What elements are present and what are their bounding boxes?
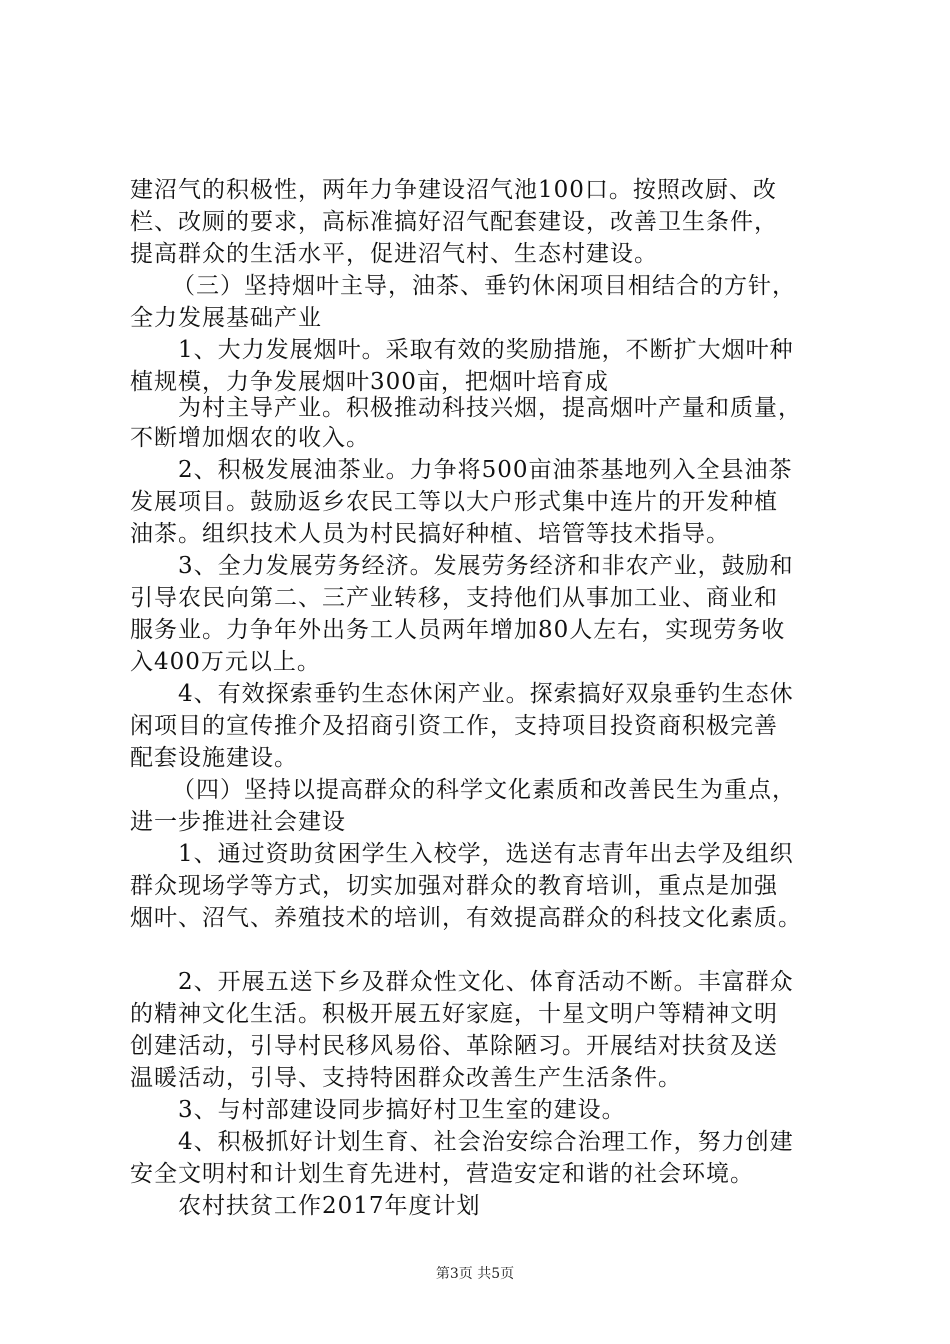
section-heading-4: （四）坚持以提高群众的科学文化素质和改善民生为重点， [172, 777, 796, 803]
section-heading-3: （三）坚持烟叶主导，油茶、垂钓休闲项目相结合的方针， [172, 273, 796, 299]
text-line: 群众现场学等方式，切实加强对群众的教育培训，重点是加强 [130, 873, 778, 899]
document-title-line: 农村扶贫工作2017年度计划 [178, 1193, 481, 1219]
text-line: 3、与村部建设同步搞好村卫生室的建设。 [178, 1097, 626, 1123]
text-line: 4、有效探索垂钓生态休闲产业。探索搞好双泉垂钓生态休 [178, 681, 794, 707]
text-line: 1、大力发展烟叶。采取有效的奖励措施，不断扩大烟叶种 [178, 337, 794, 363]
text-line: 3、全力发展劳务经济。发展劳务经济和非农产业，鼓励和 [178, 553, 794, 579]
text-line: 建沼气的积极性，两年力争建设沼气池100口。按照改厨、改 [130, 177, 777, 203]
text-line: 2、积极发展油茶业。力争将500亩油茶基地列入全县油茶 [178, 457, 793, 483]
text-line: 配套设施建设。 [130, 745, 298, 771]
text-line: 烟叶、沼气、养殖技术的培训，有效提高群众的科技文化素质。 [130, 905, 802, 931]
page-number: 第3页 共5页 [435, 1266, 515, 1282]
text-line: 栏、改厕的要求，高标准搞好沼气配套建设，改善卫生条件， [130, 209, 778, 235]
text-line: 入400万元以上。 [130, 649, 321, 675]
text-line: 服务业。力争年外出务工人员两年增加80人左右，实现劳务收 [130, 617, 786, 643]
text-line: 全力发展基础产业 [130, 305, 322, 331]
text-line: 引导农民向第二、三产业转移，支持他们从事加工业、商业和 [130, 585, 778, 611]
text-line: 2、开展五送下乡及群众性文化、体育活动不断。丰富群众 [178, 969, 794, 995]
text-line: 为村主导产业。积极推动科技兴烟，提高烟叶产量和质量， [178, 395, 802, 421]
text-line: 进一步推进社会建设 [130, 809, 346, 835]
text-line: 植规模，力争发展烟叶300亩，把烟叶培育成 [130, 369, 609, 395]
text-line: 1、通过资助贫困学生入校学，选送有志青年出去学及组织 [178, 841, 794, 867]
text-line: 发展项目。鼓励返乡农民工等以大户形式集中连片的开发种植 [130, 489, 778, 515]
text-line: 不断增加烟农的收入。 [130, 425, 370, 451]
text-line: 闲项目的宣传推介及招商引资工作，支持项目投资商积极完善 [130, 713, 778, 739]
text-line: 4、积极抓好计划生育、社会治安综合治理工作，努力创建 [178, 1129, 794, 1155]
text-line: 安全文明村和计划生育先进村，营造安定和谐的社会环境。 [130, 1161, 754, 1187]
text-line: 油茶。组织技术人员为村民搞好种植、培管等技术指导。 [130, 521, 730, 547]
text-line: 提高群众的生活水平，促进沼气村、生态村建设。 [130, 241, 658, 267]
text-line: 创建活动，引导村民移风易俗、革除陋习。开展结对扶贫及送 [130, 1033, 778, 1059]
text-line: 的精神文化生活。积极开展五好家庭，十星文明户等精神文明 [130, 1001, 778, 1027]
text-line: 温暖活动，引导、支持特困群众改善生产生活条件。 [130, 1065, 682, 1091]
